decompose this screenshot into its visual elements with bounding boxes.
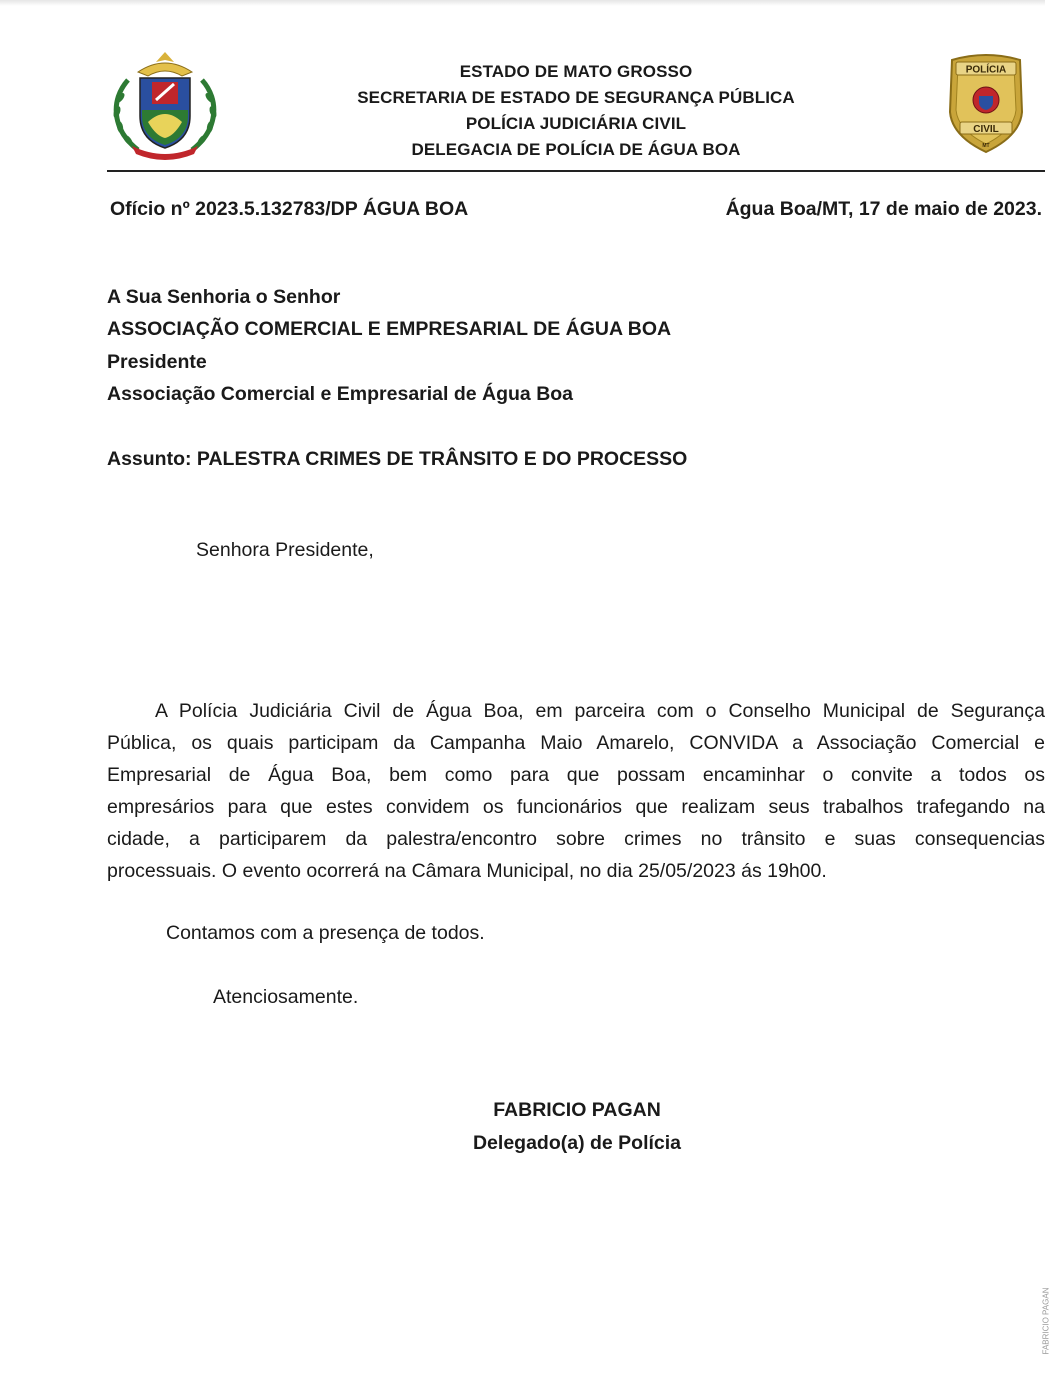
recipient-address xyxy=(107,281,671,410)
address-organization: ASSOCIAÇÃO COMERCIAL E EMPRESARIAL DE ÁGUA BOA xyxy=(107,318,672,341)
badge-top-text: POLÍCIA xyxy=(965,64,1007,76)
body-line: Empresarial de Água Boa, bem como para que possam encaminhar o convite a todos os xyxy=(107,764,1045,786)
header-line-police: POLÍCIA JUDICIÁRIA CIVIL xyxy=(465,114,687,133)
badge-bottom-text: CIVIL xyxy=(973,124,999,135)
signer-name: FABRICIO PAGAN xyxy=(493,1099,661,1121)
closing-salutation: Atenciosamente. xyxy=(213,986,359,1008)
letterhead xyxy=(300,59,852,163)
side-stamp-text: FABRICIO PAGAN xyxy=(1041,1287,1051,1355)
signer-role: Delegado(a) de Polícia xyxy=(472,1131,682,1154)
body-line: processuais. O evento ocorrerá na Câmara Municipal, no dia 25/05/2023 ás 19h00. xyxy=(107,860,827,882)
header-line-secretariat: SECRETARIA DE ESTADO DE SEGURANÇA PÚBLICA xyxy=(357,88,795,107)
body-line: empresários para que estes convidem os funcionários que realizam seus trabalhos trafegando na xyxy=(107,796,1045,818)
body-line: cidade, a participarem da palestra/encontro sobre crimes no trânsito e suas consequencias xyxy=(107,828,1045,850)
address-salutation: A Sua Senhoria o Senhor xyxy=(107,286,341,308)
oficio-number: Ofício nº 2023.5.132783/DP ÁGUA BOA xyxy=(110,198,469,220)
letter-date: Água Boa/MT, 17 de maio de 2023. xyxy=(725,198,1042,220)
policia-civil-badge-icon xyxy=(946,52,1026,156)
address-title: Presidente xyxy=(107,350,207,373)
greeting: Senhora Presidente, xyxy=(196,539,374,561)
header-line-precinct: DELEGACIA DE POLÍCIA DE ÁGUA BOA xyxy=(411,140,741,159)
state-coat-of-arms-icon xyxy=(108,50,222,158)
badge-state-text: MT xyxy=(982,143,990,149)
header-rule xyxy=(107,170,1045,172)
side-stamp xyxy=(1036,1070,1051,1370)
address-organization-name: Associação Comercial e Empresarial de Água Boa xyxy=(107,382,574,405)
body-paragraph xyxy=(107,698,1045,890)
body-line: A Polícia Judiciária Civil de Água Boa, em parceira com o Conselho Municipal de Segurança xyxy=(155,700,1045,722)
top-shadow xyxy=(0,0,1045,6)
closing-remark: Contamos com a presença de todos. xyxy=(166,922,485,944)
signature-block xyxy=(400,1094,754,1159)
subject-line: Assunto: PALESTRA CRIMES DE TRÂNSITO E DO PROCESSO xyxy=(107,448,688,470)
body-line: Pública, os quais participam da Campanha Maio Amarelo, CONVIDA a Associação Comercial e xyxy=(107,732,1045,754)
header-line-state: ESTADO DE MATO GROSSO xyxy=(459,62,693,81)
